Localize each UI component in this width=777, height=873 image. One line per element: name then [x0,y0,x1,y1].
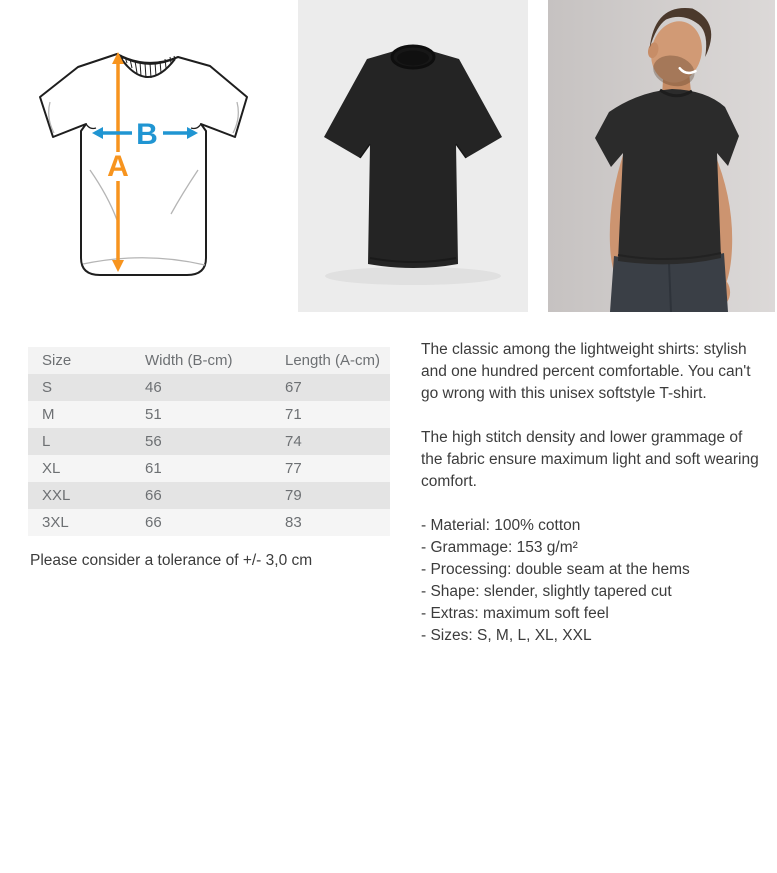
cell-length: 71 [285,406,302,423]
cell-size: S [42,379,53,396]
cell-length: 77 [285,460,302,477]
cell-width: 46 [145,379,162,396]
col-header-width: Width (B-cm) [145,352,233,369]
size-table-header-row [28,347,390,374]
cell-size: 3XL [42,514,69,531]
list-item: - Material: 100% cotton [421,517,581,534]
measure-label-b: B [136,118,158,151]
list-item: - Sizes: S, M, L, XL, XXL [421,627,592,644]
cell-length: 79 [285,487,302,504]
cell-width: 51 [145,406,162,423]
cell-size: XL [42,460,61,477]
table-row [28,428,390,455]
cell-length: 83 [285,514,302,531]
size-table [28,347,390,536]
list-item: - Processing: double seam at the hems [421,561,690,578]
table-row [28,374,390,401]
description-paragraph-2: The high stitch density and lower grammage of the fabric ensure maximum light and soft wearing comfort. [421,429,759,490]
product-photo-model [548,0,775,312]
list-item: - Grammage: 153 g/m² [421,539,578,556]
model-wearing-tshirt-photo [548,0,775,312]
table-row [28,482,390,509]
cell-width: 66 [145,514,162,531]
size-measurement-diagram [20,30,260,290]
tolerance-note: Please consider a tolerance of +/- 3,0 cm [30,552,313,569]
measure-label-a: A [107,150,129,183]
col-header-length: Length (A-cm) [285,352,381,369]
black-tshirt-flat-photo [298,0,528,312]
col-header-size: Size [42,352,72,369]
cell-length: 67 [285,379,302,396]
cell-width: 56 [145,433,162,450]
tshirt-outline [40,54,247,275]
cell-size: M [42,406,55,423]
product-photo-flat [298,0,528,312]
cell-size: XXL [42,487,71,504]
product-description [421,339,761,647]
list-item: - Shape: slender, slightly tapered cut [421,583,672,600]
table-row [28,455,390,482]
cell-width: 61 [145,460,162,477]
table-row [28,401,390,428]
cell-width: 66 [145,487,162,504]
description-paragraph-1: The classic among the lightweight shirts: stylish and one hundred percent comfortable. You can't go wrong with this unisex softstyle T-shirt. [421,341,751,402]
cell-size: L [42,433,51,450]
cell-length: 74 [285,433,302,450]
table-row [28,509,390,536]
product-attributes-list [421,515,761,647]
tshirt-outline-drawing [20,30,260,290]
list-item: - Extras: maximum soft feel [421,605,609,622]
